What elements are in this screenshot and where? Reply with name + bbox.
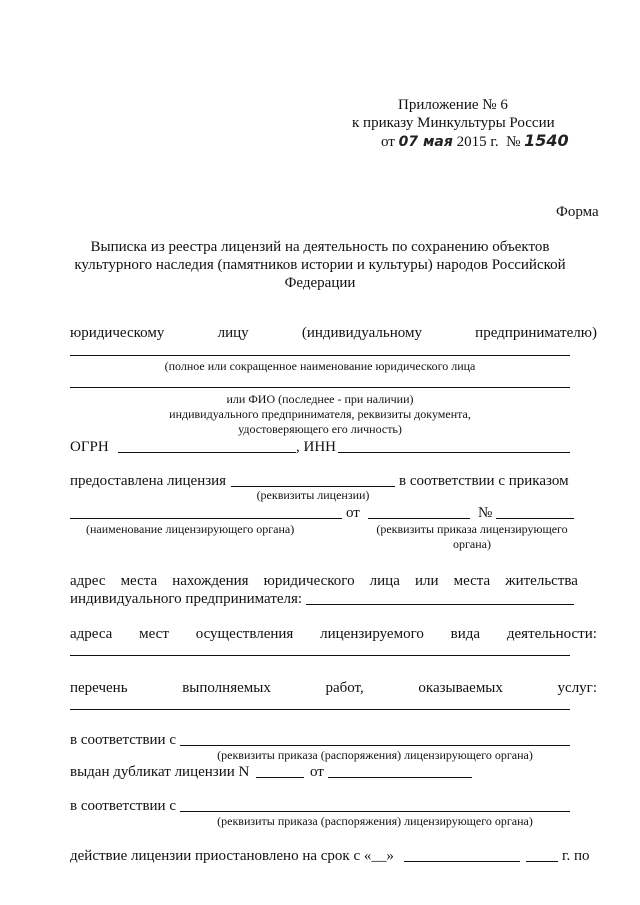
address-word: места [120, 573, 158, 589]
hint-fio-1: или ФИО (последнее - при наличии) [226, 392, 414, 406]
ogrn-label: ОГРН [70, 439, 109, 455]
handwritten-date: 07 мая [398, 134, 453, 150]
entity-fio-field[interactable] [70, 387, 570, 388]
suspension-label: действие лицензии приостановлено на срок с «__» [70, 848, 394, 864]
entity-name-field[interactable] [70, 355, 570, 356]
duplicate-from-label: от [310, 764, 324, 780]
entity-word: юридическому [70, 325, 165, 341]
according-order-label: в соответствии с приказом [399, 473, 569, 489]
date-prefix: от [381, 134, 395, 150]
entity-word: (индивидуальному [301, 325, 422, 341]
address-line-1 [70, 572, 578, 590]
order-reference: к приказу Минкультуры России [352, 115, 555, 131]
license-details-field[interactable] [231, 486, 395, 487]
works-word: услуг: [557, 680, 597, 696]
authority-field[interactable] [70, 518, 342, 519]
ogrn-field[interactable] [118, 452, 296, 453]
hint-duplicate-order: (реквизиты приказа (распоряжения) лицензирующего органа) [217, 748, 533, 762]
hint-entity-name: (полное или сокращенное наименование юридического лица [164, 359, 476, 373]
works-field[interactable] [70, 709, 570, 710]
address-word: жительства [505, 573, 578, 589]
hint-order-1: (реквизиты приказа лицензирующего [376, 522, 568, 536]
entity-line [70, 324, 597, 342]
address-line-2: индивидуального предпринимателя: [70, 591, 303, 607]
hint-order-2: органа) [453, 537, 491, 551]
entity-word: лицу [217, 325, 249, 341]
activity-word: вида [450, 626, 481, 642]
title-line-3: Федерации [284, 275, 356, 291]
suspension-year-field[interactable] [526, 861, 558, 862]
inn-label: , ИНН [296, 439, 336, 455]
address-word: или [414, 573, 439, 589]
duplicate-issued-label: выдан дубликат лицензии N [70, 764, 250, 780]
works-word: перечень [70, 680, 128, 696]
address-word: лица [369, 573, 400, 589]
order-date-line [381, 132, 569, 151]
hint-fio-3: удостоверяющего его личность) [238, 422, 402, 436]
license-granted-label: предоставлена лицензия [70, 473, 227, 489]
title-line-1: Выписка из реестра лицензий на деятельность по сохранению объектов [90, 239, 550, 255]
order-date-field[interactable] [368, 518, 470, 519]
inn-field[interactable] [338, 452, 570, 453]
entity-word: предпринимателю) [475, 325, 597, 341]
handwritten-number: 1540 [524, 131, 569, 150]
activity-word: лицензируемого [320, 626, 424, 642]
activity-word: адреса [70, 626, 113, 642]
works-word: выполняемых [182, 680, 271, 696]
works-word: оказываемых [418, 680, 503, 696]
hint-fio-2: индивидуального предпринимателя, реквизиты документа, [169, 407, 471, 421]
suspension-year-suffix: г. по [562, 848, 590, 864]
duplicate-order-field[interactable] [180, 745, 570, 746]
address-word: места [453, 573, 491, 589]
second-order-field[interactable] [180, 811, 570, 812]
duplicate-date-field[interactable] [328, 777, 472, 778]
order-number-field[interactable] [496, 518, 574, 519]
title-line-2: культурного наследия (памятников истории и культуры) народов Российской [74, 257, 566, 273]
hint-second-order: (реквизиты приказа (распоряжения) лицензирующего органа) [217, 814, 533, 828]
address-word: нахождения [172, 573, 249, 589]
address-field[interactable] [306, 604, 574, 605]
order-from-label: от [346, 505, 360, 521]
number-sign: № [506, 134, 521, 150]
works-line [70, 679, 597, 697]
address-word: юридического [263, 573, 355, 589]
order-number-sign: № [478, 505, 493, 521]
suspension-date-field[interactable] [404, 861, 520, 862]
duplicate-according-label: в соответствии с [70, 732, 176, 748]
hint-authority: (наименование лицензирующего органа) [86, 522, 295, 536]
hint-license-details: (реквизиты лицензии) [256, 488, 370, 502]
address-word: адрес [70, 573, 106, 589]
activity-word: осуществления [195, 626, 294, 642]
duplicate-number-field[interactable] [256, 777, 304, 778]
order-year: 2015 г. [456, 134, 499, 150]
form-label: Форма [556, 204, 599, 220]
appendix-number: Приложение № 6 [398, 97, 508, 113]
activity-word: мест [139, 626, 169, 642]
activity-word: деятельности: [506, 626, 597, 642]
activity-addresses-line [70, 625, 597, 643]
second-according-label: в соответствии с [70, 798, 176, 814]
activity-addresses-field[interactable] [70, 655, 570, 656]
works-word: работ, [325, 680, 364, 696]
